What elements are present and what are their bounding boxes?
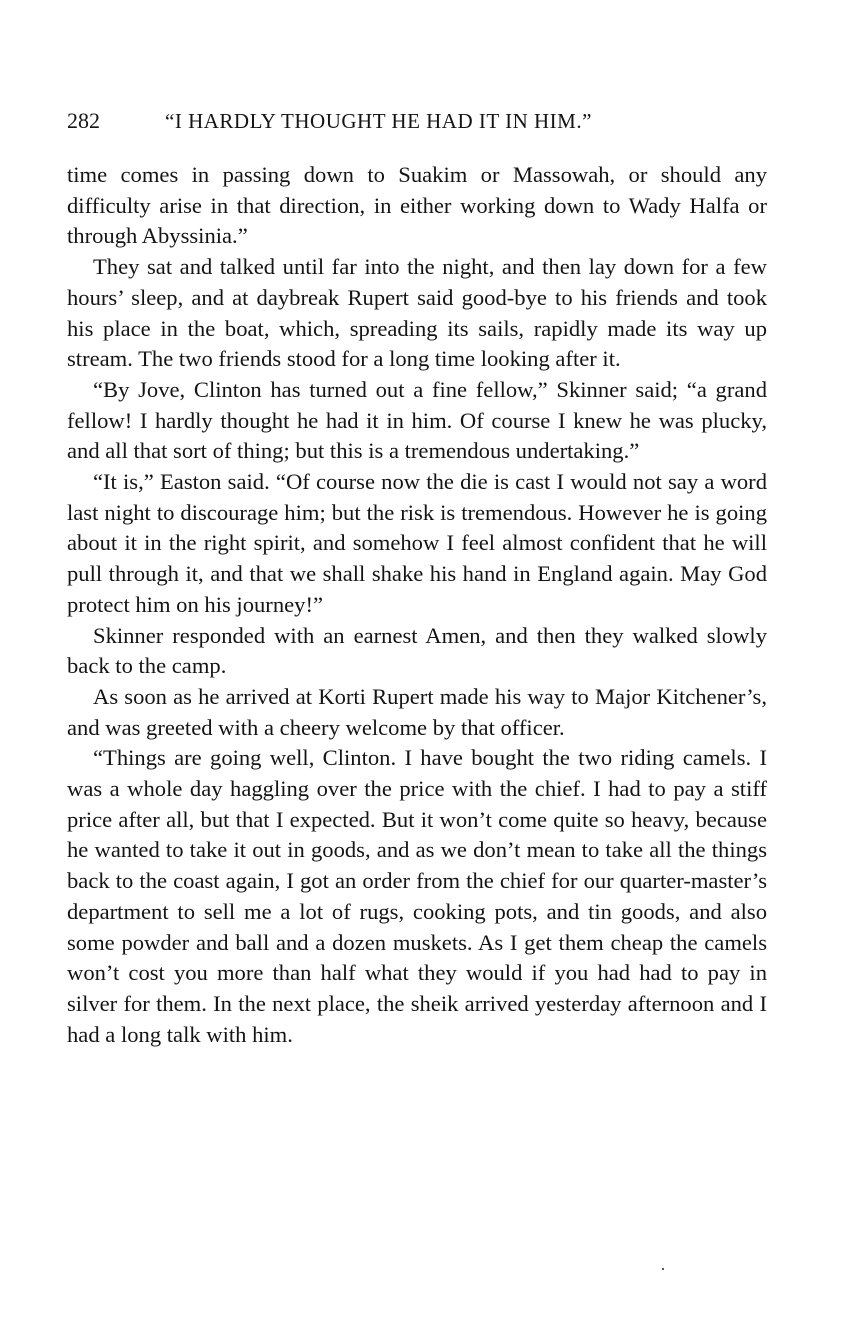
paragraph: “Things are going well, Clinton. I have bought the two riding camels. I was a whole day haggling over the price with the chief. I had to pay a stiff price after all, but that I expected. But it won’t come quite so heavy, because he wanted to take it out in goods, and as we don’t mean to take all the things back to the coast again, I got an order from the chief for our quarter-master’s department to sell me a lot of rugs, cooking pots, and tin goods, and also some powder and ball and a dozen muskets. As I get them cheap the camels won’t cost you more than half what they would if you had had to pay in silver for them. In the next place, the sheik arrived yesterday afternoon and I had a long talk with him. (67, 745, 767, 1047)
book-page (67, 108, 767, 1050)
body-text (67, 160, 767, 1050)
stray-ink-dot (662, 1268, 664, 1270)
paragraph: Skinner responded with an earnest Amen, and then they walked slowly back to the camp. (67, 622, 767, 679)
paragraph: They sat and talked until far into the night, and then lay down for a few hours’ sleep, and at daybreak Rupert said good-bye to his friends and took his place in the boat, which, spreading its sails, rapidly made its way up stream. The two friends stood for a long time looking after it. (67, 254, 767, 372)
running-title: “I HARDLY THOUGHT HE HAD IT IN HIM.” (165, 109, 592, 133)
paragraph: “It is,” Easton said. “Of course now the die is cast I would not say a word last night to discourage him; but the risk is tremendous. However he is going about it in the right spirit, and somehow I feel almost confident that he will pull through it, and that we shall shake his hand in England again. May God protect him on his journey!” (67, 469, 767, 617)
running-head (67, 108, 767, 138)
paragraph: “By Jove, Clinton has turned out a fine fellow,” Skinner said; “a grand fellow! I hardly thought he had it in him. Of course I knew he was plucky, and all that sort of thing; but this is a tremendous undertaking.” (67, 376, 767, 464)
paragraph: As soon as he arrived at Korti Rupert made his way to Major Kitchener’s, and was greeted with a cheery welcome by that officer. (67, 683, 767, 740)
page-number: 282 (67, 108, 100, 133)
paragraph: time comes in passing down to Suakim or Massowah, or should any difficulty arise in that direction, in either working down to Wady Halfa or through Abyssinia.” (67, 162, 767, 249)
